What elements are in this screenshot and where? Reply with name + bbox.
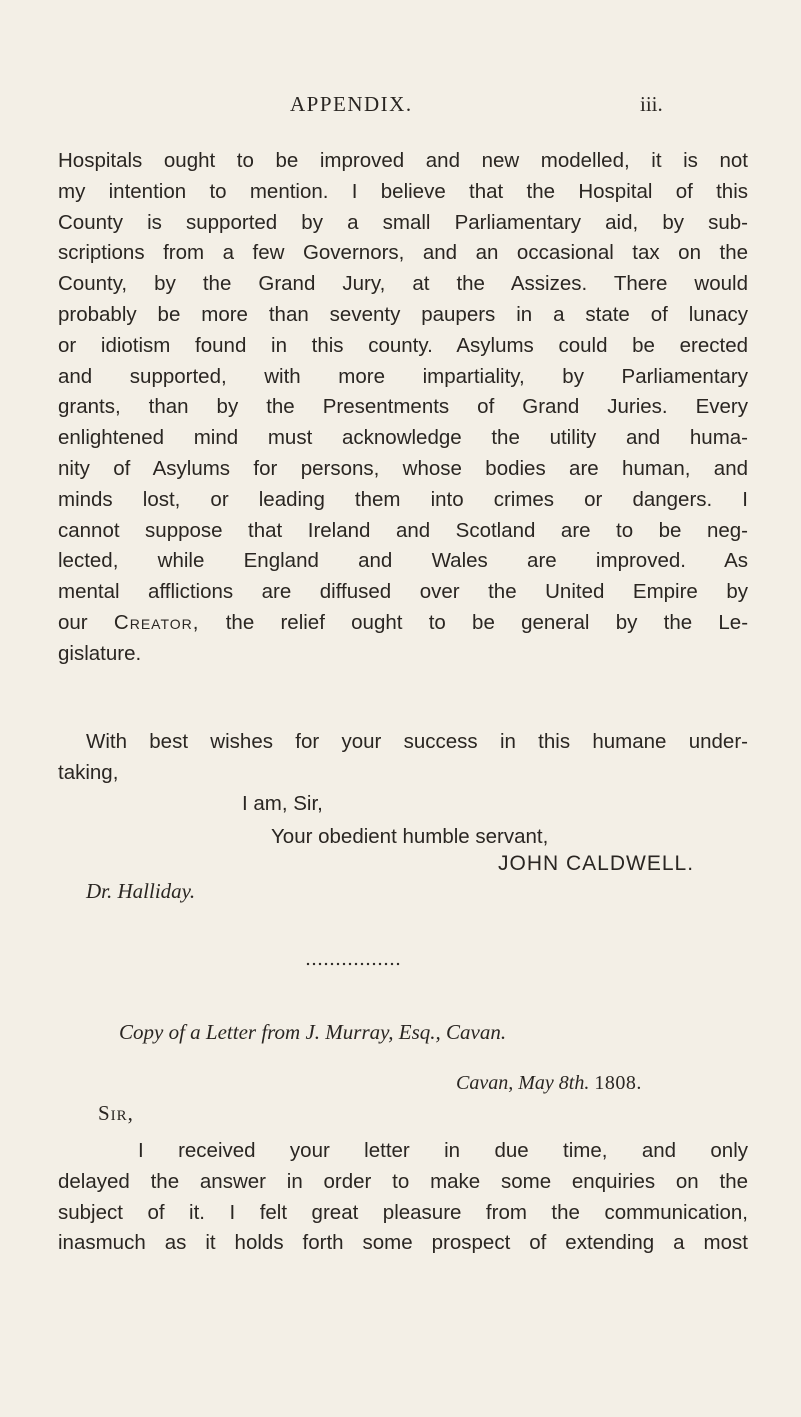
header-title: APPENDIX. <box>290 92 413 116</box>
salutation: I am, Sir, <box>242 792 323 815</box>
creator-word: Creator, <box>113 610 200 634</box>
paragraph-line: County, by the Grand Jury, at the Assizes. There would <box>58 272 748 296</box>
paragraph-line: County is supported by a small Parliamentary aid, by sub- <box>58 210 748 234</box>
letter-line: I received your letter in due time, and only <box>138 1139 748 1162</box>
paragraph-line: probably be more than seventy paupers in a state of lunacy <box>58 302 748 326</box>
letter-line: delayed the answer in order to make some enquiries on the <box>58 1169 748 1193</box>
page-number: iii. <box>640 92 663 116</box>
paragraph-line: lected, while England and Wales are improved. As <box>58 549 748 573</box>
paragraph-line: grants, than by the Presentments of Grand Juries. Every <box>58 395 748 419</box>
paragraph-line: scriptions from a few Governors, and an occasional tax on the <box>58 241 748 265</box>
line-text: our <box>58 610 88 634</box>
closing-paragraph <box>58 727 748 789</box>
main-paragraph <box>58 146 748 670</box>
paragraph-line-creator <box>58 608 748 639</box>
dateline <box>456 1072 642 1095</box>
paragraph-line: minds lost, or leading them into crimes or dangers. I <box>58 487 748 511</box>
complimentary-close: Your obedient humble servant, <box>271 825 549 848</box>
letter-heading: Copy of a Letter from J. Murray, Esq., Cavan. <box>119 1020 507 1044</box>
closing-line: taking, <box>58 760 119 784</box>
dateline-place: Cavan, <box>456 1072 514 1094</box>
letter-body <box>58 1136 748 1259</box>
section-divider <box>305 962 401 966</box>
paragraph-line: and supported, with more impartiality, by Parliamentary <box>58 364 748 388</box>
paragraph-line: or idiotism found in this county. Asylums could be erected <box>58 333 748 357</box>
paragraph-line: cannot suppose that Ireland and Scotland are to be neg- <box>58 518 748 542</box>
paragraph-line: Hospitals ought to be improved and new modelled, it is not <box>58 149 748 172</box>
paragraph-line: enlightened mind must acknowledge the utility and huma- <box>58 426 748 450</box>
paragraph-line: mental afflictions are diffused over the United Empire by <box>58 580 748 604</box>
closing-line: With best wishes for your success in this humane under- <box>86 730 748 753</box>
letter-line: subject of it. I felt great pleasure from the communication, <box>58 1200 748 1224</box>
paragraph-line: gislature. <box>58 641 142 665</box>
line-text: the relief ought to be general by the Le- <box>225 610 749 634</box>
letter-line: inasmuch as it holds forth some prospect of extending a most <box>58 1231 748 1255</box>
paragraph-line: my intention to mention. I believe that the Hospital of this <box>58 179 748 203</box>
dateline-date: May 8th. <box>518 1072 590 1094</box>
letter-salutation: Sir, <box>98 1101 134 1125</box>
signature: JOHN CALDWELL. <box>498 852 695 875</box>
addressee: Dr. Halliday. <box>86 879 196 903</box>
running-header <box>0 92 801 122</box>
paragraph-line: nity of Asylums for persons, whose bodies are human, and <box>58 456 748 480</box>
dateline-year: 1808. <box>594 1072 642 1094</box>
